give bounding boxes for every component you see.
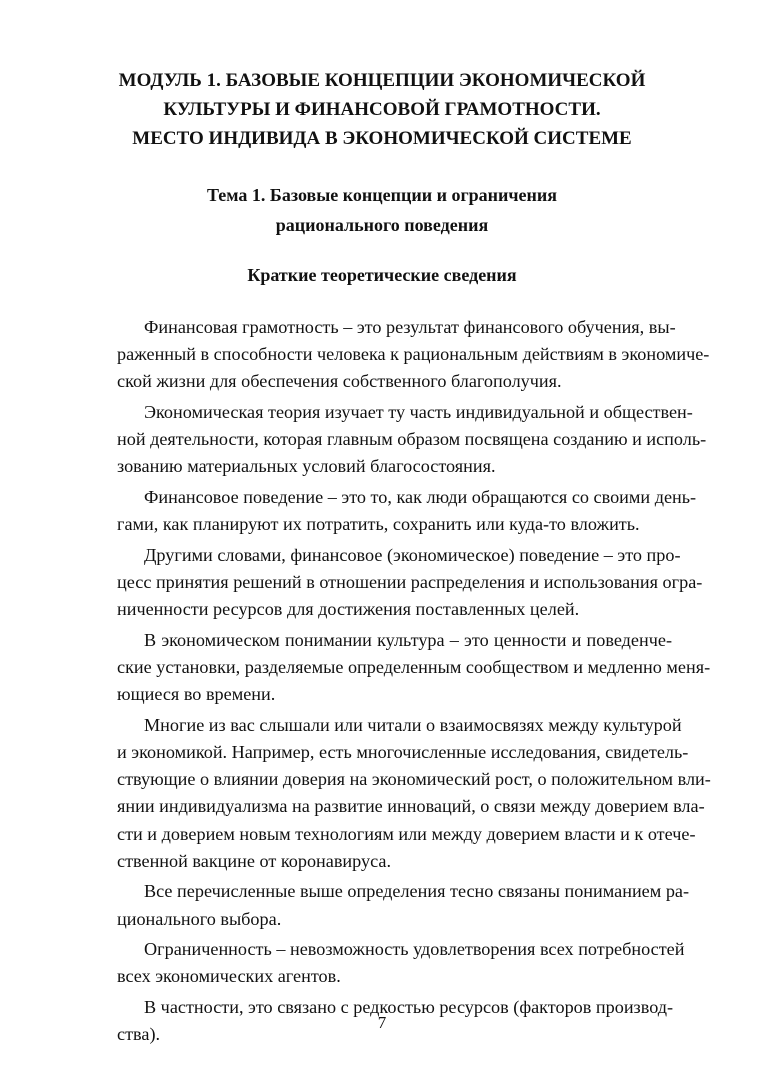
- topic-title-line: Тема 1. Базовые концепции и ограничения: [206, 185, 558, 205]
- text-line: Экономическая теория изучает ту часть индивидуальной и обществен-: [144, 402, 693, 422]
- text-line: ствующие о влиянии доверия на экономический рост, о положительном вли-: [117, 769, 711, 790]
- paragraph-7: [117, 878, 690, 932]
- text-line: ющиеся во времени.: [117, 684, 276, 705]
- text-line: раженный в способности человека к рациональным действиям в экономиче-: [117, 344, 710, 365]
- topic-title: [100, 180, 664, 240]
- paragraph-5: [117, 627, 711, 709]
- section-title: Краткие теоретические сведения: [247, 265, 517, 285]
- module-title-line: МОДУЛЬ 1. БАЗОВЫЕ КОНЦЕПЦИИ ЭКОНОМИЧЕСКОЙ: [118, 70, 646, 91]
- text-line: ной деятельности, которая главным образом посвящена созданию и исполь-: [117, 429, 707, 450]
- text-line: сти и доверием новым технологиям или между доверием власти и к отече-: [117, 823, 696, 844]
- module-title: [100, 66, 664, 153]
- paragraph-4: [117, 542, 703, 624]
- paragraph-2: [117, 399, 707, 481]
- text-line: В экономическом понимании культура – это ценности и поведенче-: [144, 629, 672, 650]
- text-line: цесс принятия решений в отношении распределения и использования огра-: [117, 572, 703, 592]
- paragraph-1: [117, 314, 710, 396]
- body-text: [117, 314, 711, 1052]
- text-line: ской жизни для обеспечения собственного благополучия.: [117, 371, 562, 392]
- text-line: всех экономических агентов.: [117, 966, 341, 987]
- text-line: Другими словами, финансовое (экономическое) поведение – это про-: [144, 544, 681, 565]
- page-number: 7: [377, 1013, 387, 1032]
- paragraph-6: [117, 712, 711, 875]
- module-title-line: КУЛЬТУРЫ И ФИНАНСОВОЙ ГРАМОТНОСТИ.: [163, 99, 601, 120]
- text-line: зованию материальных условий благосостояния.: [117, 456, 496, 477]
- text-line: Многие из вас слышали или читали о взаимосвязях между культурой: [144, 714, 682, 735]
- text-line: ционального выбора.: [117, 908, 282, 929]
- topic-title-line: рационального поведения: [275, 215, 489, 235]
- text-line: Все перечисленные выше определения тесно связаны пониманием ра-: [144, 881, 690, 902]
- text-line: ства).: [117, 1024, 161, 1045]
- text-line: янии индивидуализма на развитие инноваций, о связи между доверием вла-: [117, 796, 705, 817]
- text-line: Финансовая грамотность – это результат финансового обучения, вы-: [144, 317, 676, 337]
- text-line: В частности, это связано с редкостью ресурсов (факторов производ-: [144, 997, 674, 1017]
- text-line: ские установки, разделяемые определенным сообществом и медленно меня-: [117, 657, 711, 677]
- text-line: ственной вакцине от коронавируса.: [117, 850, 392, 871]
- paragraph-8: [117, 936, 685, 990]
- text-line: Финансовое поведение – это то, как люди обращаются со своими день-: [144, 487, 697, 507]
- module-title-line: МЕСТО ИНДИВИДА В ЭКОНОМИЧЕСКОЙ СИСТЕМЕ: [132, 128, 632, 149]
- text-line: ниченности ресурсов для достижения поставленных целей.: [117, 599, 580, 620]
- text-line: и экономикой. Например, есть многочисленные исследования, свидетель-: [117, 742, 689, 762]
- text-line: гами, как планируют их потратить, сохранить или куда-то вложить.: [117, 514, 640, 535]
- text-line: Ограниченность – невозможность удовлетворения всех потребностей: [144, 939, 685, 960]
- paragraph-3: [117, 484, 697, 538]
